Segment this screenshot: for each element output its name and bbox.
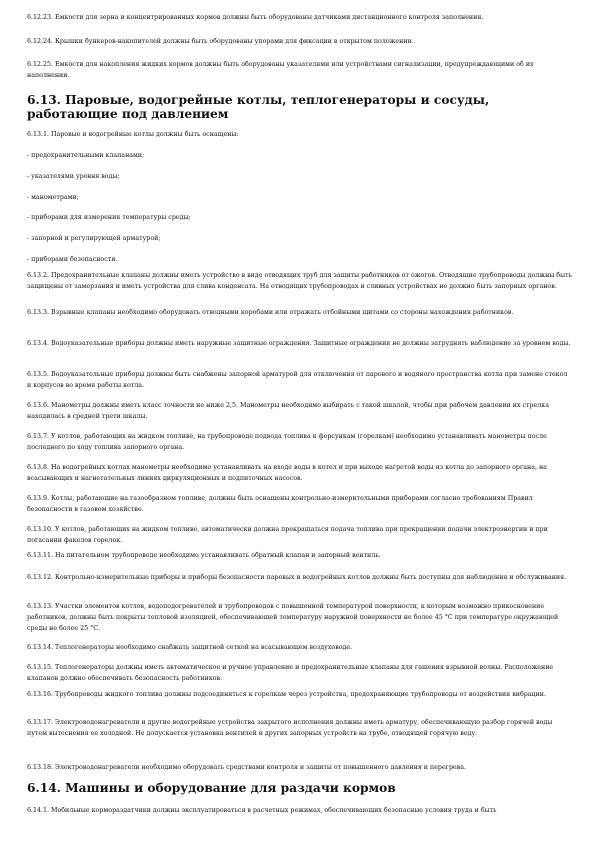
paragraph-6-13-7: 6.13.7. У котлов, работающих на жидком топливе, на трубопроводе подвода топлива к форсункам (горелкам) необходимо устанавливать манометры после последнего по ходу топлива запорного органа. [27, 433, 547, 451]
list-item-water-gauges: - указателями уровня воды; [27, 173, 120, 180]
paragraph-6-13-1: 6.13.1. Паровые и водогрейные котлы должны быть оснащены: [27, 131, 239, 138]
list-item-safety-valves: - предохранительными клапанами; [27, 152, 145, 159]
paragraph-6-12-23: 6.12.23. Емкости для зерна и концентрированных кормов должны быть оборудованы датчиками дистанционного контроля заполнения. [27, 14, 484, 21]
paragraph-6-13-16: 6.13.16. Трубопроводы жидкого топлива должны подсоединяться к горелкам через устройства, предохраняющие трубопроводы от воздействия вибрации. [27, 691, 546, 698]
paragraph-6-12-24: 6.12.24. Крышки бункеров-накопителей должны быть оборудованы упорами для фиксации в открытом положении. [27, 38, 414, 45]
paragraph-6-13-6: 6.13.6. Манометры должны иметь класс точности не ниже 2,5. Манометры необходимо выбирать с такой шкалой, чтобы при рабочем давлении их стрелка находилась в средней трети шкалы. [27, 402, 549, 420]
list-item-valves: - запорной и регулирующей арматурой; [27, 235, 161, 242]
paragraph-6-13-4: 6.13.4. Водоуказательные приборы должны иметь наружные защитные ограждения. Защитные ограждения не должны затруднять наблюдение за уровнем воды. [27, 340, 571, 347]
paragraph-6-13-3: 6.13.3. Взрывные клапаны необходимо оборудовать отводными коробами или отражать отбойными щитами со стороны нахождения работников. [27, 309, 514, 316]
section-heading-6-14: 6.14. Машины и оборудование для раздачи кормов [27, 781, 396, 795]
list-item-safety-devices: - приборами безопасности. [27, 256, 118, 263]
list-item-thermometers: - приборами для измерения температуры среды; [27, 214, 191, 221]
paragraph-6-13-13: 6.13.13. Участки элементов котлов, водоподогревателей и трубопроводов с повышенной температурой поверхности, к которым возможно прикосновение работников, должны быть покрыты тепловой изоляцией, обеспечивающей температуру наружной поверхности не более 45 °С при температуре окружающей среды не более 25 °С. [27, 603, 559, 632]
paragraph-6-13-18: 6.13.18. Электроводонагреватели необходимо оборудовать средствами контроля и защиты от повышенного давления и перегрева. [27, 764, 467, 771]
paragraph-6-13-8: 6.13.8. На водогрейных котлах манометры необходимо устанавливать на входе воды в котел и при выходе нагретой воды из котла до запорного органа, на всасывающих и нагнетательных линиях циркуляционных и подпиточных насосов. [27, 464, 547, 482]
list-item-manometers: - манометрами; [27, 194, 79, 201]
paragraph-6-13-15: 6.13.15. Теплогенераторы должны иметь автоматическое и ручное управление и предохранительные клапаны для гашения взрывной волны. Расположение клапанов должно обеспечивать безопасность работников. [27, 664, 554, 682]
paragraph-6-13-5: 6.13.5. Водоуказательные приборы должны быть снабжены запорной арматурой для отключения от парового и водяного пространства котла при замене стекол и корпусов во время работы котла. [27, 371, 568, 389]
paragraph-6-13-12: 6.13.12. Контрольно-измерительные приборы и приборы безопасности паровых и водогрейных котлов должны быть доступны для наблюдения и обслуживания. [27, 574, 567, 581]
paragraph-6-13-10: 6.13.10. У котлов, работающих на жидком топливе, автоматически должна прекращаться подача топлива при прекращении подачи электроэнергии и при погасании факелов горелок. [27, 526, 548, 544]
paragraph-6-13-2: 6.13.2. Предохранительные клапаны должны иметь устройство в виде отводящих труб для защиты работников от ожогов. Отводящие трубопроводы должны быть защищены от замерзания и иметь устройства для слива конденсата. На отводящих трубопроводах и сливных устройствах не должно быть запорных органов. [27, 272, 573, 290]
paragraph-6-13-9: 6.13.9. Котлы, работающие на газообразном топливе, должны быть оснащены контрольно-измерительными приборами согласно требованиям Правил безопасности в газовом хозяйстве. [27, 495, 533, 513]
paragraph-6-13-14: 6.13.14. Теплогенераторы необходимо снабжать защитной сеткой на всасывающем воздуховоде. [27, 644, 353, 651]
paragraph-6-13-11: 6.13.11. На питательном трубопроводе необходимо устанавливать обратный клапан и запорный вентиль. [27, 552, 381, 559]
paragraph-6-14-1: 6.14.1. Мобильные кормораздатчики должны эксплуатироваться в расчетных режимах, обеспечивающих безопасные условия труда и быть [27, 807, 497, 814]
paragraph-6-12-25: 6.12.25. Емкости для накопления жидких кормов должны быть оборудованы указателями или устройствами сигнализации, предупреждающими об их наполнении. [27, 61, 534, 79]
section-heading-6-13: 6.13. Паровые, водогрейные котлы, теплогенераторы и сосуды, работающие под давлением [27, 93, 490, 121]
paragraph-6-13-17: 6.13.17. Электроводонагреватели и другие водогрейные устройства закрытого исполнения должны иметь арматуру, обеспечивающую разбор горячей воды путем вытеснения ее холодной. Не допускается установка вентилей и других запорных устройств на трубе, отводящей горячую воду. [27, 719, 553, 737]
